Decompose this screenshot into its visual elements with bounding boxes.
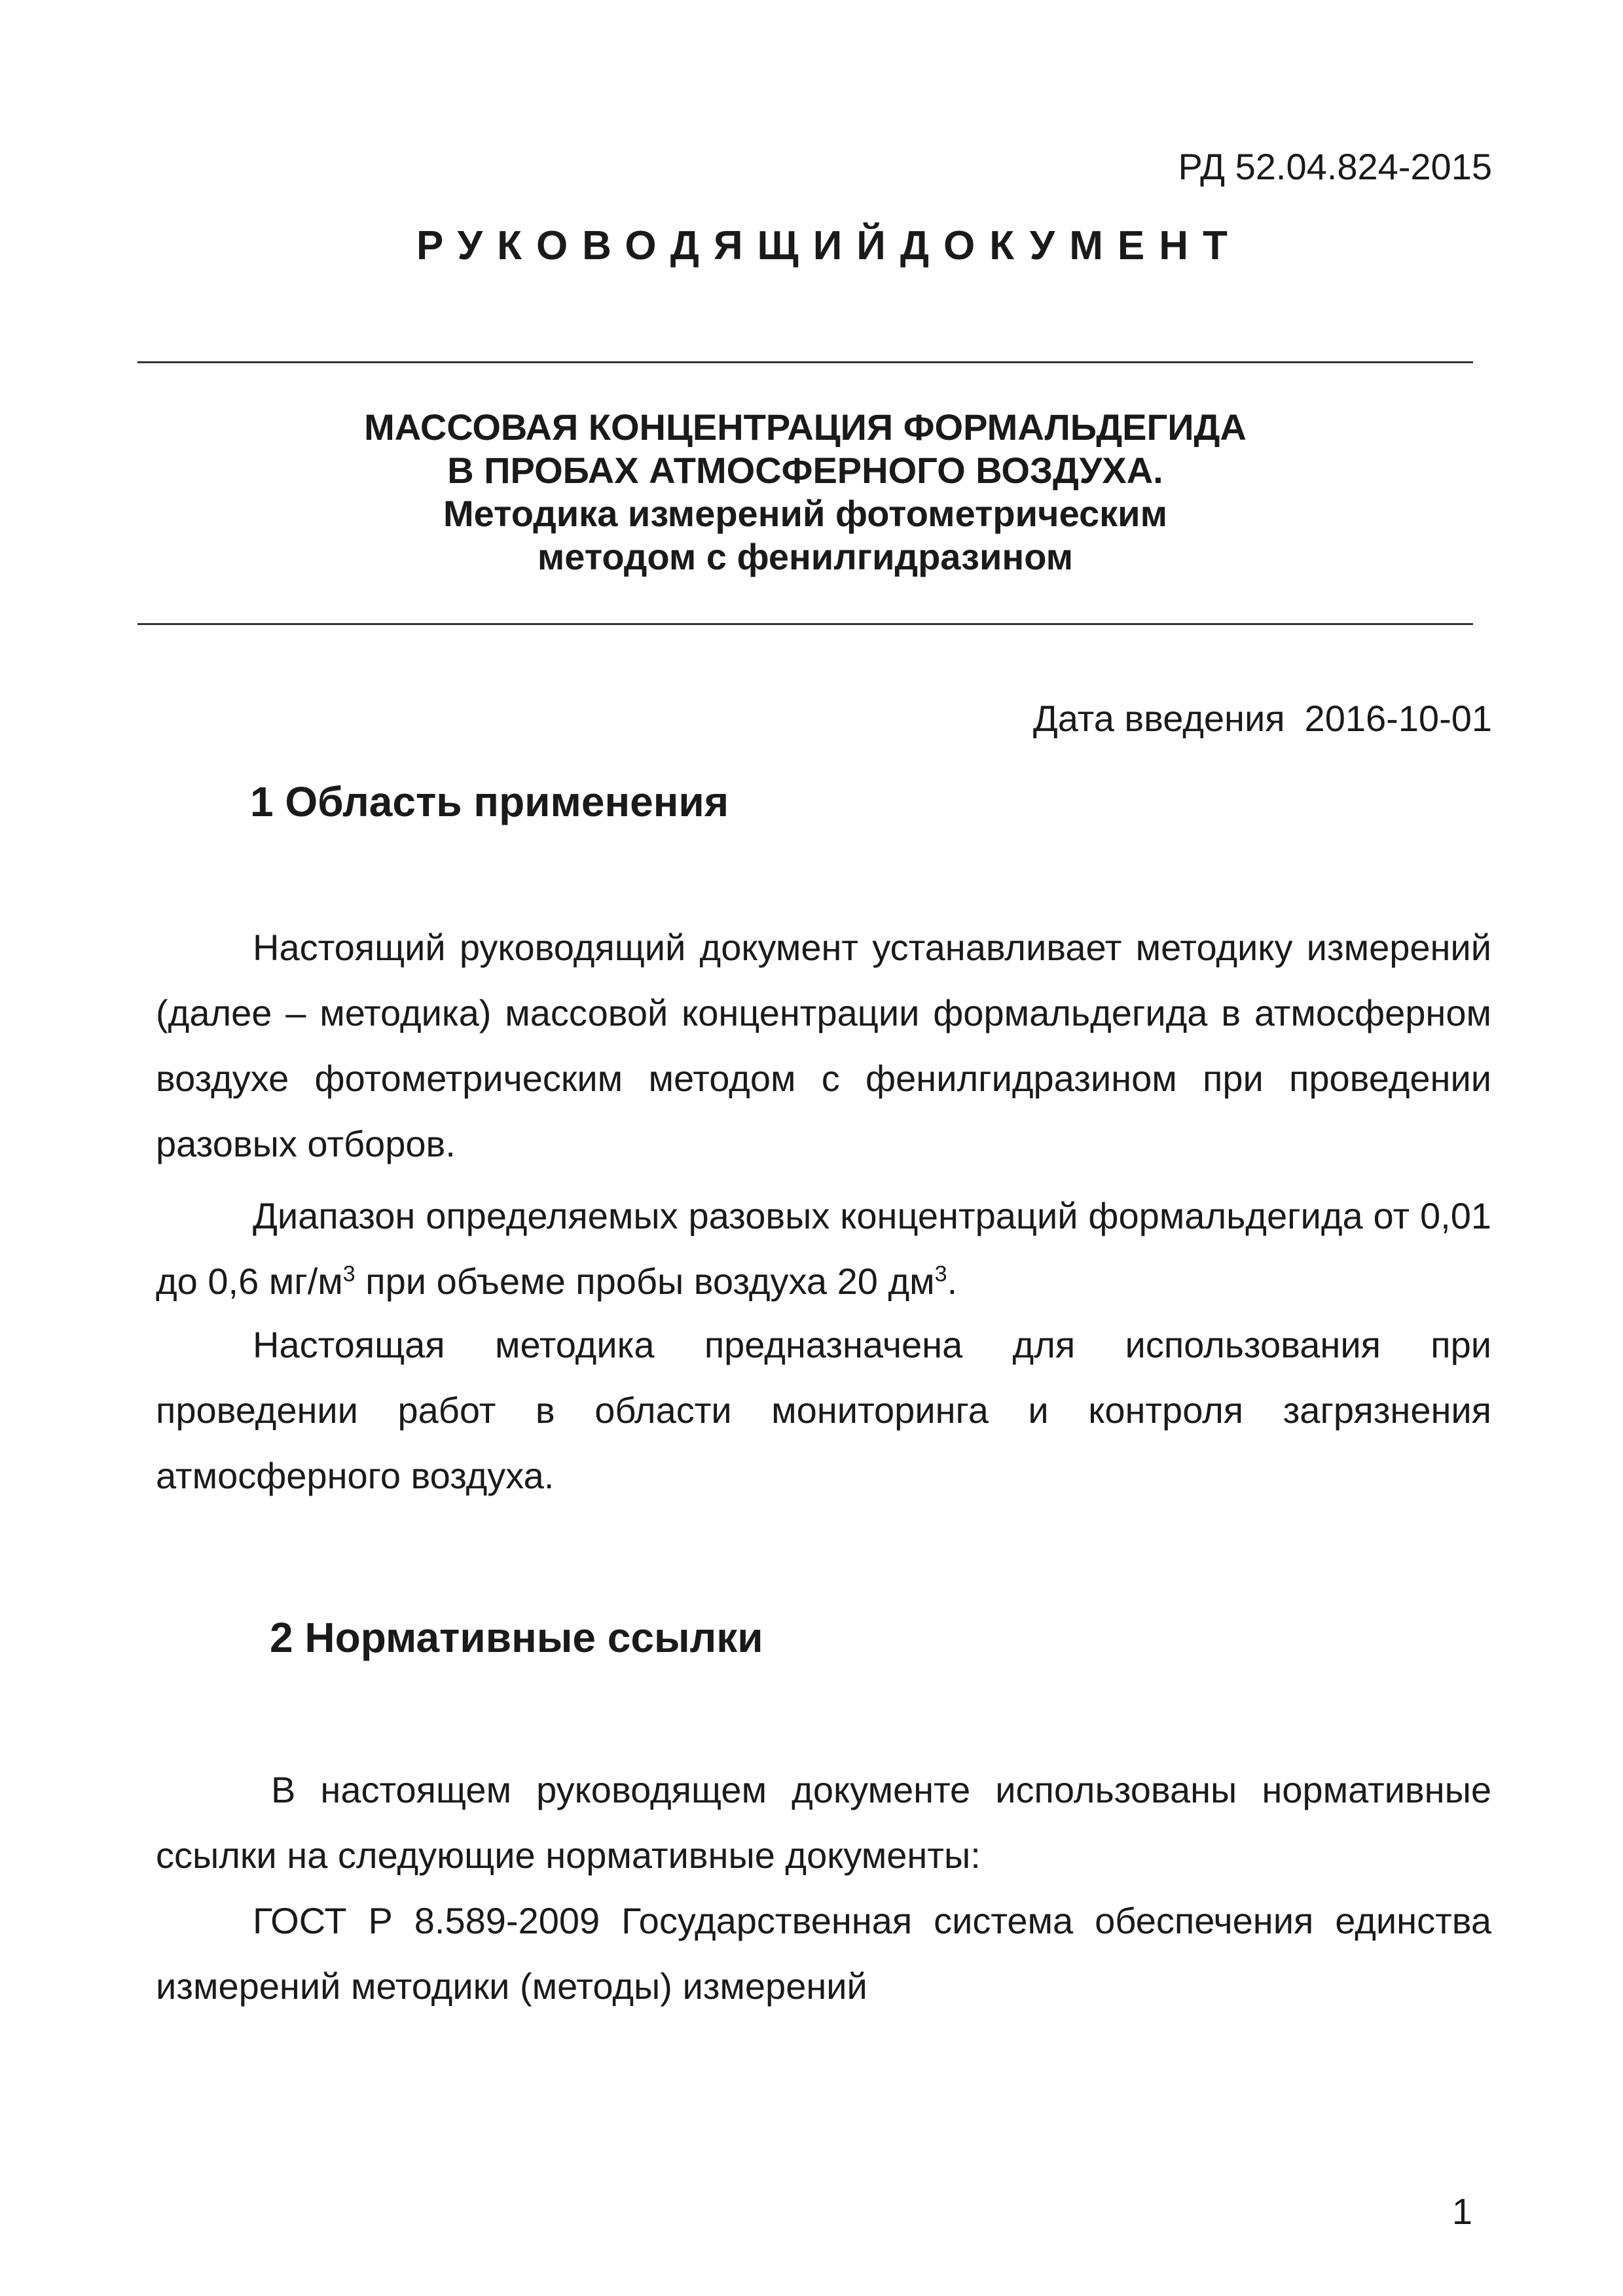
unit-exponent: 3 <box>342 1261 356 1287</box>
introduction-date-value: 2016-10-01 <box>1304 698 1492 739</box>
section-1-paragraph-1: Настоящий руководящий документ устанавливает методику измерений (далее – методика) массовой концентрации формальдегида в атмосферном воздухе фотометрическим методом с фенилгидразином при проведении разовых отборов. <box>156 927 1491 1164</box>
title-line-2: В ПРОБАХ АТМОСФЕРНОГО ВОЗДУХА. <box>447 450 1163 491</box>
page-number: 1 <box>1451 2191 1472 2232</box>
sample-volume-text: при объеме пробы воздуха 20 дм <box>355 1261 935 1302</box>
concentration-range-text: Диапазон определяемых разовых концентраций формальдегида от 0,01 до 0,6 мг/м <box>156 1195 1491 1302</box>
title-line-3: Методика измерений фотометрическим <box>443 493 1167 534</box>
title-line-4: методом с фенилгидразином <box>537 536 1074 577</box>
introduction-date <box>1033 697 1492 740</box>
sentence-end: . <box>947 1261 958 1302</box>
title-top-rule <box>137 361 1473 363</box>
section-2-paragraph-1: В настоящем руководящем документе использованы нормативные ссылки на следующие нормативные документы: <box>156 1769 1491 1876</box>
section-1-heading: 1 Область применения <box>250 778 729 825</box>
section-1-paragraph-2 <box>156 1183 1491 1314</box>
title-bottom-rule <box>137 623 1473 625</box>
document-title <box>137 406 1473 579</box>
introduction-date-label: Дата введения <box>1032 698 1285 739</box>
section-2-paragraph-2: ГОСТ Р 8.589-2009 Государственная система обеспечения единства измерений методики (методы) измерений <box>156 1900 1491 2007</box>
title-line-1: МАССОВАЯ КОНЦЕНТРАЦИЯ ФОРМАЛЬДЕГИДА <box>364 406 1247 448</box>
document-code: РД 52.04.824-2015 <box>1178 146 1492 187</box>
section-2-heading: 2 Нормативные ссылки <box>270 1614 763 1661</box>
section-1-paragraph-3: Настоящая методика предназначена для использования при проведении работ в области мониторинга и контроля загрязнения атмосферного воздуха. <box>156 1324 1491 1496</box>
document-type: РУКОВОДЯЩИЙДОКУМЕНТ <box>416 223 1242 268</box>
unit-exponent: 3 <box>934 1261 947 1287</box>
